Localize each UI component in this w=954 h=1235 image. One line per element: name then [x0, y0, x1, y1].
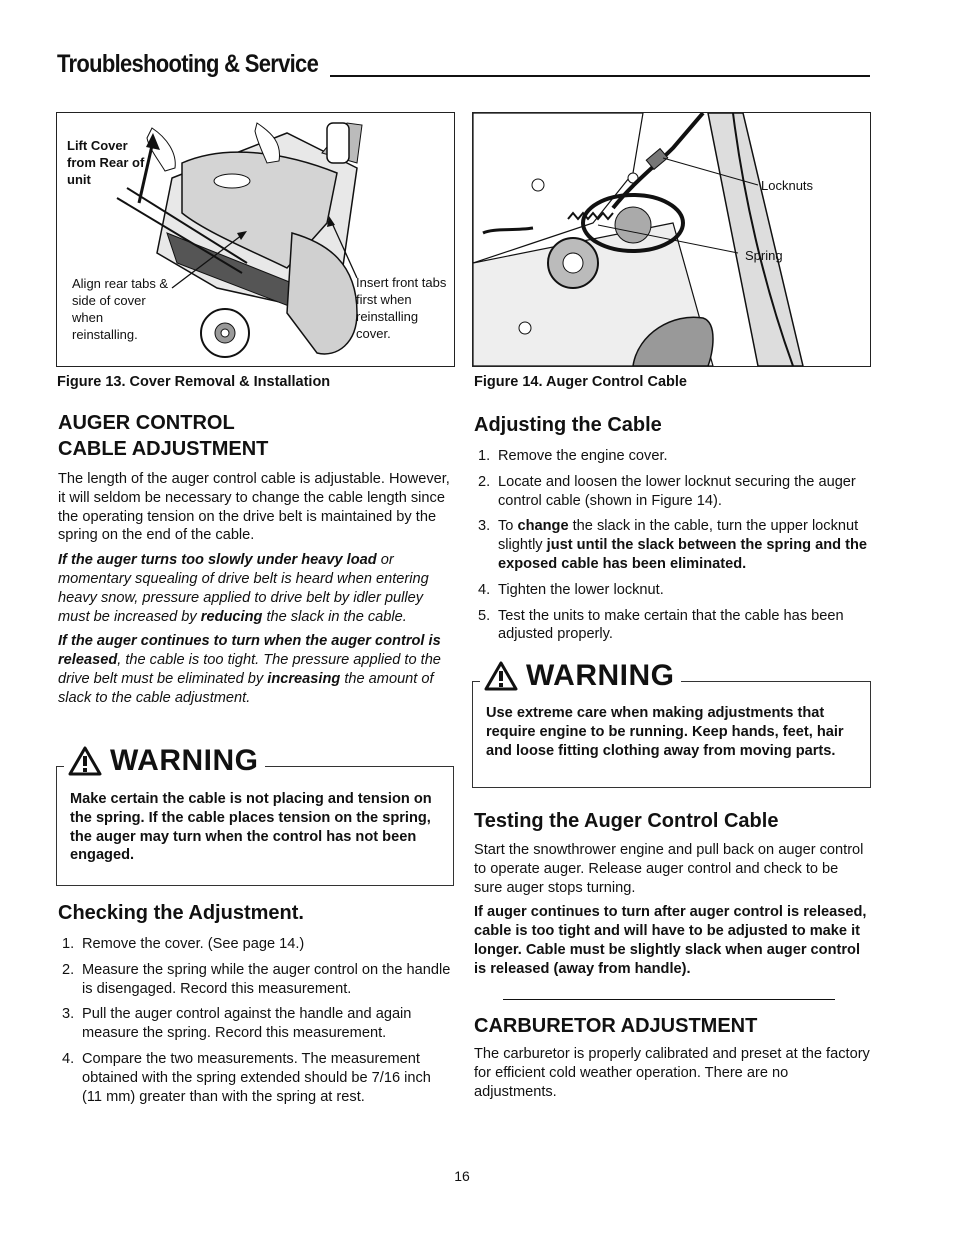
label-align-rear-tabs: Align rear tabs & side of cover when reinstalling.: [72, 276, 169, 342]
testing-paragraph-2: If auger continues to turn after auger control is released, cable is too tight and will have to be adjusted to make it longer. Cable must be slightly slack when auger control is released (away from handle).: [474, 904, 867, 977]
step-number: 1.: [478, 448, 491, 464]
step-text: Remove the cover. (See page 14.): [82, 936, 305, 952]
step-text: Measure the spring while the auger control on the handle is disengaged. Record this measurement.: [82, 961, 451, 997]
auger-intro: The length of the auger control cable is adjustable. However, it will seldom be necessary to change the cable length since the operating tension on the drive belt is maintained by the spring on the end of the cable.: [58, 471, 450, 544]
auger-p2-bold2: reducing: [200, 608, 263, 625]
label-insert-front-tabs: Insert front tabs first when reinstalling cover.: [356, 275, 447, 341]
warning-2-text: Use extreme care when making adjustments that require engine to be running. Keep hands, feet, hair and loose fitting clothing away from moving parts.: [486, 705, 844, 759]
list-item: [474, 517, 870, 573]
checking-heading: Checking the Adjustment.: [58, 902, 304, 924]
step-text-b: change: [517, 518, 569, 535]
carburetor-section: [474, 1013, 870, 1101]
step-text-d: just until the slack between the spring and the exposed cable has been eliminated.: [498, 537, 867, 572]
step-number: 5.: [478, 607, 491, 624]
warning-triangle-icon: [68, 746, 102, 776]
warning-1-text: Make certain the cable is not placing and tension on the spring. If the cable places tension on the spring, the auger may turn when the control has not been engaged.: [70, 791, 432, 864]
list-item: [474, 581, 870, 600]
figure-14-caption: Figure 14. Auger Control Cable: [474, 374, 687, 390]
auger-p2-b: the slack in the cable.: [262, 608, 407, 625]
figure-13-box: [56, 112, 455, 367]
auger-control-cable-illustration: [473, 113, 870, 366]
step-text-a: To: [498, 518, 518, 535]
step-number: 4.: [478, 581, 491, 598]
carburetor-heading: CARBURETOR ADJUSTMENT: [474, 1015, 758, 1037]
list-item: [474, 473, 870, 511]
checking-section: [58, 902, 453, 1113]
auger-p3-bold: If the auger continues to turn when the auger control is released: [58, 633, 441, 669]
auger-paragraph-3: [58, 632, 453, 707]
step-text: Compare the two measurements. The measurement obtained with the spring extended should be 7/16 inch (11 mm) greater than with the spring at rest.: [82, 1050, 431, 1105]
page-number: 16: [454, 1168, 470, 1184]
checking-steps-list: [58, 935, 453, 1106]
auger-p2-a: or momentary squealing of drive belt is heard when entering heavy snow, pressure applied to drive belt by idler pulley must be increased by: [58, 552, 429, 625]
auger-p2-bold: If the auger turns too slowly under heavy load: [58, 552, 377, 569]
step-text: Remove the engine cover.: [498, 448, 668, 464]
list-item: [58, 935, 453, 954]
step-text: Test the units to make certain that the cable has been adjusted properly.: [498, 607, 844, 643]
testing-heading: Testing the Auger Control Cable: [474, 810, 779, 832]
warning-triangle-icon: [484, 661, 518, 691]
auger-control-section: [58, 410, 453, 708]
warning-1-header: [64, 744, 265, 778]
adjusting-steps-list: [474, 447, 870, 644]
warning-2-title: WARNING: [526, 659, 675, 692]
figure-13-caption: Figure 13. Cover Removal & Installation: [57, 374, 331, 390]
step-text-c: the slack in the cable, turn the upper locknut slightly: [498, 518, 859, 554]
auger-p3-a: , the cable is too tight. The pressure applied to the drive belt must be eliminated by: [58, 652, 441, 687]
step-number: 2.: [478, 473, 491, 490]
testing-section: [474, 810, 870, 979]
label-lift-cover: Lift Cover from Rear of unit: [67, 138, 145, 187]
testing-paragraph-1: Start the snowthrower engine and pull back on auger control to operate auger. Release auger control and check to be sure auger stops turning.: [474, 842, 864, 896]
list-item: [58, 1005, 453, 1043]
figure-14-box: [472, 112, 871, 367]
list-item: [58, 961, 453, 999]
list-item: [474, 447, 870, 466]
step-number: 3.: [62, 1006, 75, 1023]
step-number: 4.: [62, 1050, 75, 1067]
step-number: 1.: [62, 936, 75, 952]
page-header-title: Troubleshooting & Service: [57, 50, 319, 78]
step-text: Tighten the lower locknut.: [498, 581, 664, 598]
list-item: [58, 1050, 453, 1106]
section-divider: [503, 999, 835, 1000]
adjusting-section: [474, 414, 870, 651]
header-rule: [330, 75, 870, 77]
auger-heading-line2: CABLE ADJUSTMENT: [58, 438, 269, 460]
label-locknuts: Locknuts: [761, 178, 814, 193]
step-number: 3.: [478, 518, 491, 535]
step-number: 2.: [62, 961, 75, 978]
auger-heading-line1: AUGER CONTROL: [58, 412, 235, 434]
auger-p3-bold2: increasing: [267, 670, 341, 687]
carburetor-text: The carburetor is properly calibrated and preset at the factory for efficient cold weather operation. There are no adjustments.: [474, 1046, 870, 1100]
warning-1-title: WARNING: [110, 744, 259, 777]
warning-2-header: [480, 659, 681, 693]
adjusting-heading: Adjusting the Cable: [474, 414, 662, 436]
label-spring: Spring: [745, 248, 783, 263]
step-text: Pull the auger control against the handle and again measure the spring. Record this measurement.: [82, 1006, 412, 1042]
auger-p3-b: the amount of slack to the cable adjustment.: [58, 670, 434, 706]
auger-paragraph-2: [58, 551, 453, 626]
list-item: [474, 607, 870, 645]
step-text: Locate and loosen the lower locknut securing the auger control cable (shown in Figure 14).: [498, 473, 856, 509]
